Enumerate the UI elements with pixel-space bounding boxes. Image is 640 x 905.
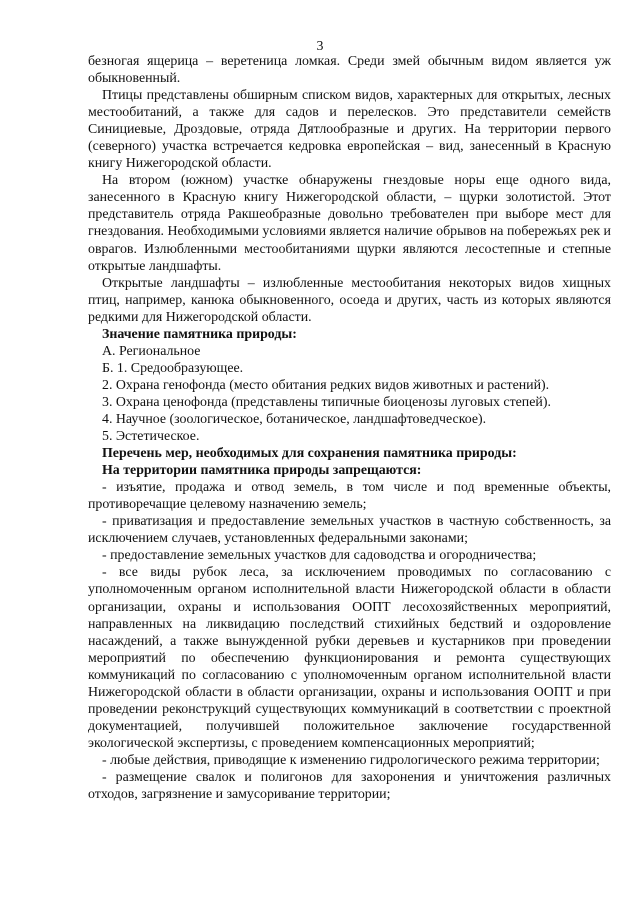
significance-item: 3. Охрана ценофонда (представлены типичные биоценозы луговых степей). — [102, 394, 551, 410]
measures-heading: Перечень мер, необходимых для сохранения памятника природы: — [102, 446, 517, 462]
prohibition-item: - предоставление земельных участков для садоводства и огородничества; — [102, 548, 537, 564]
paragraph-southern-site: На втором (южном) участке обнаружены гнездовые норы еще одного вида, занесенного в Красную книгу Нижегородской области, – щурки золотистой. Этот представитель отряда Ракшеобразные довольно требователен при выборе мест для гнездования. Необходимыми условиями является наличие обрывов на побережьях рек и оврагов. Излюбленными местообитаниями щурки являются лесостепные и степные открытые ландшафты. — [88, 173, 611, 274]
paragraph-open-landscapes: Открытые ландшафты – излюбленные местообитания некоторых видов хищных птиц, например, канюка обыкновенного, осоеда и других, часть из которых являются редкими для Нижегородской области. — [88, 275, 611, 325]
prohibitions-subheading: На территории памятника природы запрещаются: — [102, 463, 422, 479]
document-body — [88, 53, 611, 803]
prohibition-item: - размещение свалок и полигонов для захоронения и уничтожения различных отходов, загрязнение и замусоривание территории; — [88, 769, 611, 803]
significance-item: 5. Эстетическое. — [102, 429, 200, 445]
significance-item: 4. Научное (зоологическое, ботаническое, ландшафтоведческое). — [102, 411, 487, 427]
prohibition-item: - изъятие, продажа и отвод земель, в том числе и под временные объекты, противоречащие целевому назначению земель; — [88, 480, 611, 513]
significance-item: Б. 1. Средообразующее. — [102, 360, 244, 376]
prohibition-item: - любые действия, приводящие к изменению гидрологического режима территории; — [102, 752, 600, 768]
page-number: 3 — [316, 39, 324, 54]
significance-item: 2. Охрана генофонда (место обитания редких видов животных и растений). — [102, 377, 550, 393]
paragraph-reptiles-continued: безногая ящерица – веретеница ломкая. Среди змей обычным видом является уж обыкновенный. — [88, 54, 611, 87]
significance-heading: Значение памятника природы: — [102, 326, 297, 342]
paragraph-birds: Птицы представлены обширным списком видов, характерных для открытых, лесных местообитаний, а также для садов и перелесков. Это представители семейств Синициевые, Дроздовые, отряда Дятлообразные и других. На территории первого (северного) участка встречается кедровка европейская – вид, занесенный в Красную книгу Нижегородской области. — [88, 88, 611, 172]
prohibition-item: - все виды рубок леса, за исключением проводимых по согласованию с уполномоченным органом исполнительной власти Нижегородской области в области организации, охраны и использования ООПТ лесохозяйственных мероприятий, направленных на ликвидацию последствий стихийных бедствий и оздоровление насаждений, а также вынужденной рубки деревьев и кустарников при проведении мероприятий по обеспечению функционирования и ремонта существующих коммуникаций по согласованию с уполномоченным органом исполнительной власти Нижегородской области в области организации, охраны и использования ООПТ и при проведении реконструкций существующих коммуникаций в соответствии с проектной документацией, получившей положительное заключение государственной экологической экспертизы, с проведением компенсационных мероприятий; — [88, 565, 611, 751]
prohibition-item: - приватизация и предоставление земельных участков в частную собственность, за исключением случаев, установленных федеральными законами; — [88, 514, 611, 547]
significance-item: А. Региональное — [102, 343, 201, 359]
